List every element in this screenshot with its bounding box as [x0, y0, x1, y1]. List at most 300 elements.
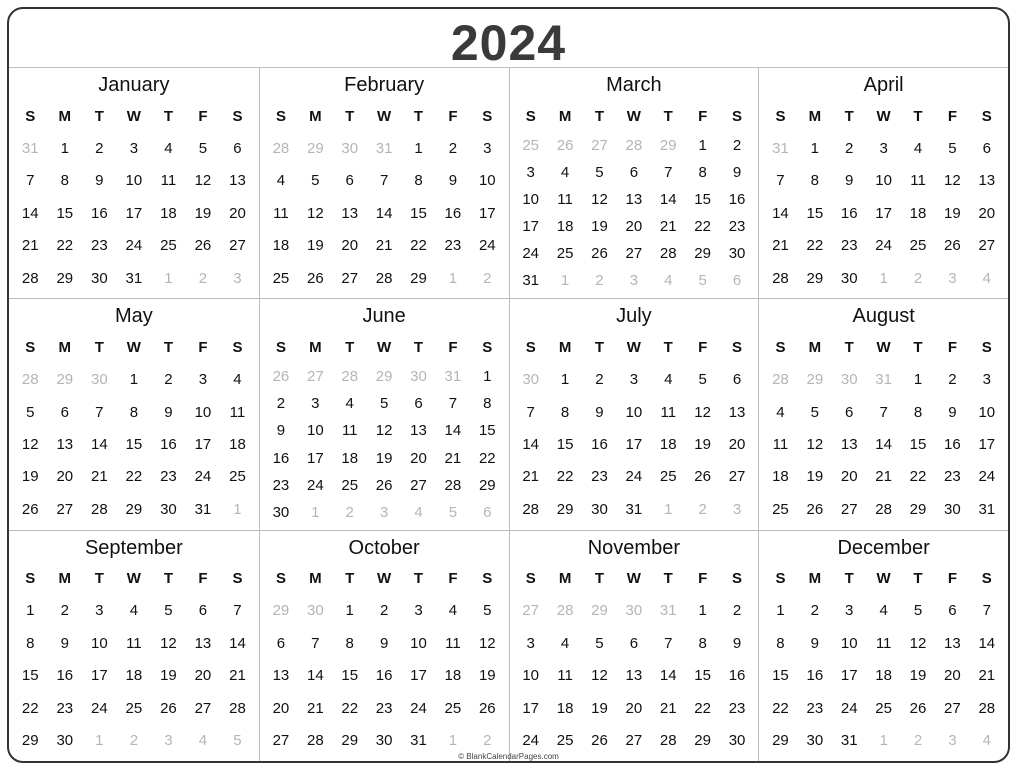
- weekday-label: M: [309, 570, 322, 588]
- day-cell: 26: [556, 137, 574, 155]
- week-row: [264, 627, 505, 659]
- day-cell: 31: [840, 732, 858, 750]
- footer-credit: © BlankCalendarPages.com: [458, 752, 559, 761]
- day-cell: 20: [56, 468, 74, 486]
- day-cell: 26: [944, 237, 961, 255]
- day-cell: 20: [978, 204, 996, 222]
- weeks: [763, 132, 1004, 294]
- day-cell: 6: [414, 395, 423, 413]
- day-cell: 6: [732, 371, 742, 389]
- day-cell: 17: [840, 667, 858, 685]
- day-cell: 1: [448, 269, 458, 287]
- month-september: [9, 530, 259, 761]
- day-cell: 21: [375, 237, 393, 255]
- day-cell: 5: [698, 371, 707, 389]
- day-cell: 4: [879, 602, 888, 620]
- weekday-label: T: [94, 570, 104, 588]
- weekday-header: [763, 331, 1004, 363]
- weekday-label: F: [198, 338, 208, 356]
- weekday-label: S: [275, 338, 286, 356]
- weekday-label: F: [698, 570, 708, 588]
- day-cell: 15: [56, 204, 74, 222]
- day-cell: 4: [664, 371, 673, 389]
- day-cell: 29: [272, 602, 290, 620]
- day-cell: 31: [659, 602, 677, 620]
- month-october: [259, 530, 509, 761]
- day-cell: 23: [56, 699, 74, 717]
- weekday-label: T: [413, 107, 424, 125]
- day-cell: 23: [90, 237, 108, 255]
- month-november: [509, 530, 759, 761]
- weekday-label: T: [913, 107, 923, 125]
- day-cell: 5: [698, 272, 707, 290]
- weekday-label: S: [981, 107, 992, 125]
- day-cell: 24: [875, 237, 892, 255]
- day-cell: 18: [556, 218, 574, 236]
- weeks: [763, 363, 1004, 525]
- day-cell: 4: [276, 172, 286, 190]
- day-cell: 13: [625, 191, 643, 209]
- week-row: [13, 595, 255, 627]
- weekday-label: M: [309, 338, 322, 356]
- weekday-label: S: [232, 570, 243, 588]
- day-cell: 28: [375, 269, 393, 287]
- week-row: [514, 159, 755, 186]
- day-cell: 13: [625, 667, 643, 685]
- day-cell: 6: [276, 634, 286, 652]
- week-row: [13, 692, 255, 724]
- weekday-label: T: [913, 338, 923, 356]
- weekday-label: T: [94, 107, 104, 125]
- day-cell: 7: [526, 403, 535, 421]
- week-row: [763, 164, 1004, 196]
- day-cell: 21: [306, 699, 324, 717]
- weekday-label: W: [126, 107, 141, 125]
- day-cell: 18: [229, 435, 246, 453]
- day-cell: 1: [95, 732, 104, 750]
- day-cell: 5: [595, 164, 604, 182]
- day-cell: 1: [664, 500, 673, 518]
- day-cell: 18: [659, 435, 677, 453]
- day-cell: 30: [944, 500, 961, 518]
- weekday-label: W: [876, 570, 891, 588]
- month-name: January: [98, 74, 170, 96]
- weekday-label: W: [876, 338, 891, 356]
- day-cell: 17: [90, 667, 108, 685]
- week-row: [13, 493, 255, 525]
- day-cell: 16: [375, 667, 393, 685]
- day-cell: 2: [913, 732, 923, 750]
- day-cell: 29: [909, 500, 927, 518]
- day-cell: 31: [875, 371, 892, 389]
- weekday-label: S: [525, 338, 536, 356]
- day-cell: 22: [694, 218, 711, 236]
- weekday-label: S: [482, 570, 493, 588]
- weekday-label: F: [698, 107, 708, 125]
- day-cell: 11: [557, 667, 573, 685]
- day-cell: 31: [125, 269, 143, 287]
- weekday-label: W: [377, 570, 392, 588]
- day-cell: 14: [875, 435, 892, 453]
- weekday-label: F: [448, 107, 458, 125]
- week-row: [13, 363, 255, 395]
- day-cell: 17: [522, 699, 540, 717]
- weekday-label: T: [163, 107, 173, 125]
- month-march: [509, 67, 759, 298]
- day-cell: 5: [913, 602, 923, 620]
- day-cell: 6: [60, 403, 69, 421]
- day-cell: 23: [728, 218, 746, 236]
- day-cell: 30: [728, 245, 746, 263]
- day-cell: 12: [375, 422, 393, 440]
- day-cell: 2: [60, 602, 69, 620]
- week-row: [763, 229, 1004, 261]
- day-cell: 3: [164, 732, 173, 750]
- day-cell: 11: [341, 422, 358, 440]
- weekday-label: F: [947, 570, 957, 588]
- weekday-label: W: [126, 570, 141, 588]
- day-cell: 8: [345, 634, 354, 652]
- day-cell: 18: [772, 468, 789, 486]
- day-cell: 15: [909, 435, 927, 453]
- day-cell: 24: [978, 468, 996, 486]
- day-cell: 19: [21, 468, 39, 486]
- day-cell: 20: [944, 667, 961, 685]
- day-cell: 24: [478, 237, 496, 255]
- day-cell: 6: [982, 139, 991, 157]
- day-cell: 22: [478, 449, 496, 467]
- day-cell: 24: [410, 699, 427, 717]
- week-row: [264, 164, 505, 196]
- weekday-label: T: [913, 570, 923, 588]
- day-cell: 21: [21, 237, 39, 255]
- day-cell: 26: [375, 476, 393, 494]
- day-cell: 29: [375, 368, 393, 386]
- day-cell: 8: [913, 403, 923, 421]
- day-cell: 3: [845, 602, 854, 620]
- day-cell: 10: [840, 634, 858, 652]
- week-row: [514, 692, 755, 724]
- weekday-label: S: [25, 338, 36, 356]
- day-cell: 5: [595, 634, 604, 652]
- day-cell: 24: [194, 468, 212, 486]
- day-cell: 9: [276, 422, 286, 440]
- month-april: [758, 67, 1008, 298]
- day-cell: 9: [595, 403, 604, 421]
- day-cell: 7: [26, 172, 35, 190]
- day-cell: 29: [306, 139, 324, 157]
- day-cell: 8: [698, 164, 707, 182]
- day-cell: 2: [95, 139, 104, 157]
- day-cell: 26: [194, 237, 212, 255]
- day-cell: 10: [194, 403, 212, 421]
- month-name: June: [362, 305, 406, 328]
- day-cell: 30: [591, 500, 608, 518]
- day-cell: 19: [478, 667, 496, 685]
- day-cell: 25: [444, 699, 462, 717]
- day-cell: 25: [341, 476, 359, 494]
- day-cell: 10: [625, 403, 643, 421]
- day-cell: 30: [410, 368, 427, 386]
- day-cell: 7: [379, 172, 389, 190]
- weekday-label: F: [698, 338, 708, 356]
- day-cell: 5: [26, 403, 35, 421]
- day-cell: 20: [194, 667, 212, 685]
- day-cell: 9: [379, 634, 389, 652]
- weekday-label: T: [345, 338, 355, 356]
- day-cell: 2: [595, 272, 604, 290]
- week-row: [514, 428, 755, 460]
- weekday-label: M: [808, 570, 822, 588]
- day-cell: 17: [478, 204, 496, 222]
- weekday-label: S: [732, 107, 743, 125]
- weekday-header: [13, 100, 255, 132]
- week-row: [763, 595, 1004, 627]
- week-row: [264, 660, 505, 692]
- month-name: July: [616, 305, 652, 328]
- day-cell: 25: [272, 269, 290, 287]
- weekday-label: M: [808, 107, 822, 125]
- day-cell: 22: [410, 237, 427, 255]
- weekday-label: W: [626, 338, 641, 356]
- day-cell: 6: [732, 272, 742, 290]
- day-cell: 18: [272, 237, 290, 255]
- day-cell: 20: [410, 449, 427, 467]
- day-cell: 7: [95, 403, 104, 421]
- day-cell: 2: [810, 602, 819, 620]
- day-cell: 25: [909, 237, 927, 255]
- day-cell: 25: [160, 237, 177, 255]
- day-cell: 18: [909, 204, 927, 222]
- day-cell: 25: [522, 137, 540, 155]
- weekday-header: [264, 100, 505, 132]
- day-cell: 23: [944, 468, 961, 486]
- day-cell: 30: [840, 371, 858, 389]
- day-cell: 25: [659, 468, 677, 486]
- day-cell: 30: [728, 732, 746, 750]
- weekday-label: S: [232, 107, 243, 125]
- day-cell: 22: [772, 699, 789, 717]
- day-cell: 17: [978, 435, 996, 453]
- day-cell: 7: [879, 403, 888, 421]
- day-cell: 1: [879, 269, 888, 287]
- day-cell: 27: [840, 500, 858, 518]
- day-cell: 27: [625, 732, 643, 750]
- week-row: [13, 164, 255, 196]
- day-cell: 2: [845, 139, 854, 157]
- day-cell: 1: [879, 732, 888, 750]
- day-cell: 3: [483, 139, 492, 157]
- day-cell: 24: [522, 245, 540, 263]
- week-row: [763, 692, 1004, 724]
- weeks: [13, 363, 255, 525]
- day-cell: 28: [659, 245, 677, 263]
- day-cell: 18: [556, 699, 574, 717]
- weekday-label: F: [947, 107, 957, 125]
- day-cell: 25: [125, 699, 143, 717]
- day-cell: 5: [311, 172, 320, 190]
- day-cell: 11: [229, 403, 246, 421]
- week-row: [264, 595, 505, 627]
- day-cell: 15: [21, 667, 39, 685]
- week-row: [763, 627, 1004, 659]
- week-row: [264, 692, 505, 724]
- day-cell: 26: [21, 500, 39, 518]
- month-name: August: [852, 305, 915, 328]
- day-cell: 14: [659, 191, 677, 209]
- day-cell: 3: [379, 503, 389, 521]
- day-cell: 3: [629, 272, 639, 290]
- weekday-label: M: [558, 338, 572, 356]
- day-cell: 27: [728, 468, 746, 486]
- weekday-label: M: [558, 107, 572, 125]
- day-cell: 14: [21, 204, 39, 222]
- month-name: September: [84, 536, 183, 559]
- week-row: [13, 461, 255, 493]
- week-row: [264, 417, 505, 444]
- day-cell: 11: [160, 172, 177, 190]
- week-row: [514, 267, 755, 294]
- week-row: [763, 493, 1004, 525]
- day-cell: 16: [272, 449, 290, 467]
- day-cell: 1: [810, 139, 819, 157]
- day-cell: 5: [198, 139, 208, 157]
- week-row: [264, 444, 505, 471]
- day-cell: 10: [306, 422, 324, 440]
- day-cell: 26: [591, 245, 608, 263]
- weekday-label: F: [947, 338, 957, 356]
- day-cell: 13: [978, 172, 996, 190]
- day-cell: 6: [629, 634, 639, 652]
- weekday-label: F: [448, 570, 458, 588]
- day-cell: 23: [160, 468, 177, 486]
- month-name: December: [837, 536, 930, 559]
- weekday-label: S: [732, 338, 743, 356]
- week-row: [514, 627, 755, 659]
- weekday-label: F: [448, 338, 458, 356]
- day-cell: 30: [341, 139, 359, 157]
- day-cell: 12: [694, 403, 711, 421]
- day-cell: 12: [194, 172, 212, 190]
- weekday-label: S: [275, 570, 286, 588]
- day-cell: 3: [732, 500, 742, 518]
- weekday-label: T: [345, 107, 355, 125]
- day-cell: 12: [944, 172, 961, 190]
- week-row: [264, 363, 505, 390]
- day-cell: 3: [129, 139, 139, 157]
- day-cell: 1: [448, 732, 458, 750]
- day-cell: 19: [591, 218, 608, 236]
- day-cell: 31: [21, 139, 39, 157]
- day-cell: 25: [556, 732, 574, 750]
- day-cell: 20: [728, 435, 746, 453]
- day-cell: 1: [560, 371, 570, 389]
- weekday-label: T: [594, 338, 605, 356]
- weekday-label: F: [198, 107, 208, 125]
- day-cell: 27: [56, 500, 74, 518]
- day-cell: 22: [21, 699, 39, 717]
- day-cell: 29: [806, 371, 824, 389]
- day-cell: 17: [410, 667, 427, 685]
- week-row: [514, 213, 755, 240]
- weekday-label: T: [663, 338, 673, 356]
- day-cell: 28: [875, 500, 892, 518]
- day-cell: 21: [229, 667, 246, 685]
- day-cell: 29: [772, 732, 789, 750]
- day-cell: 4: [982, 732, 991, 750]
- day-cell: 22: [56, 237, 74, 255]
- day-cell: 14: [90, 435, 108, 453]
- weekday-label: M: [309, 107, 322, 125]
- day-cell: 4: [913, 139, 923, 157]
- day-cell: 10: [522, 667, 540, 685]
- day-cell: 11: [910, 172, 926, 190]
- day-cell: 29: [341, 732, 359, 750]
- day-cell: 9: [164, 403, 173, 421]
- weekday-label: T: [163, 338, 173, 356]
- day-cell: 15: [341, 667, 359, 685]
- day-cell: 20: [625, 218, 643, 236]
- day-cell: 28: [772, 371, 789, 389]
- weekday-label: W: [626, 570, 641, 588]
- weekday-label: M: [808, 338, 822, 356]
- day-cell: 13: [272, 667, 290, 685]
- weekday-label: T: [844, 570, 854, 588]
- day-cell: 1: [26, 602, 35, 620]
- day-cell: 15: [772, 667, 789, 685]
- day-cell: 20: [229, 204, 246, 222]
- day-cell: 29: [591, 602, 608, 620]
- day-cell: 30: [306, 602, 324, 620]
- weekday-label: S: [25, 570, 36, 588]
- day-cell: 16: [840, 204, 858, 222]
- day-cell: 14: [659, 667, 677, 685]
- weekday-label: W: [126, 338, 141, 356]
- day-cell: 4: [982, 269, 991, 287]
- day-cell: 8: [560, 403, 570, 421]
- day-cell: 20: [272, 699, 290, 717]
- weekday-label: T: [663, 570, 673, 588]
- week-row: [514, 132, 755, 159]
- weekday-label: S: [275, 107, 286, 125]
- day-cell: 2: [276, 395, 286, 413]
- week-row: [763, 396, 1004, 428]
- day-cell: 28: [229, 699, 246, 717]
- weekday-label: S: [775, 107, 786, 125]
- week-row: [264, 499, 505, 526]
- day-cell: 10: [875, 172, 892, 190]
- weekday-header: [514, 331, 755, 363]
- weeks: [514, 595, 755, 757]
- day-cell: 23: [375, 699, 393, 717]
- weeks: [264, 595, 505, 757]
- day-cell: 13: [728, 403, 746, 421]
- week-row: [514, 660, 755, 692]
- day-cell: 20: [625, 699, 643, 717]
- week-row: [763, 428, 1004, 460]
- day-cell: 31: [978, 500, 996, 518]
- week-row: [13, 197, 255, 229]
- day-cell: 31: [522, 272, 540, 290]
- day-cell: 19: [806, 468, 824, 486]
- weekday-label: T: [413, 338, 424, 356]
- day-cell: 30: [806, 732, 824, 750]
- day-cell: 26: [478, 699, 496, 717]
- weekday-header: [13, 563, 255, 595]
- day-cell: 10: [90, 634, 108, 652]
- day-cell: 11: [126, 634, 142, 652]
- day-cell: 21: [444, 449, 462, 467]
